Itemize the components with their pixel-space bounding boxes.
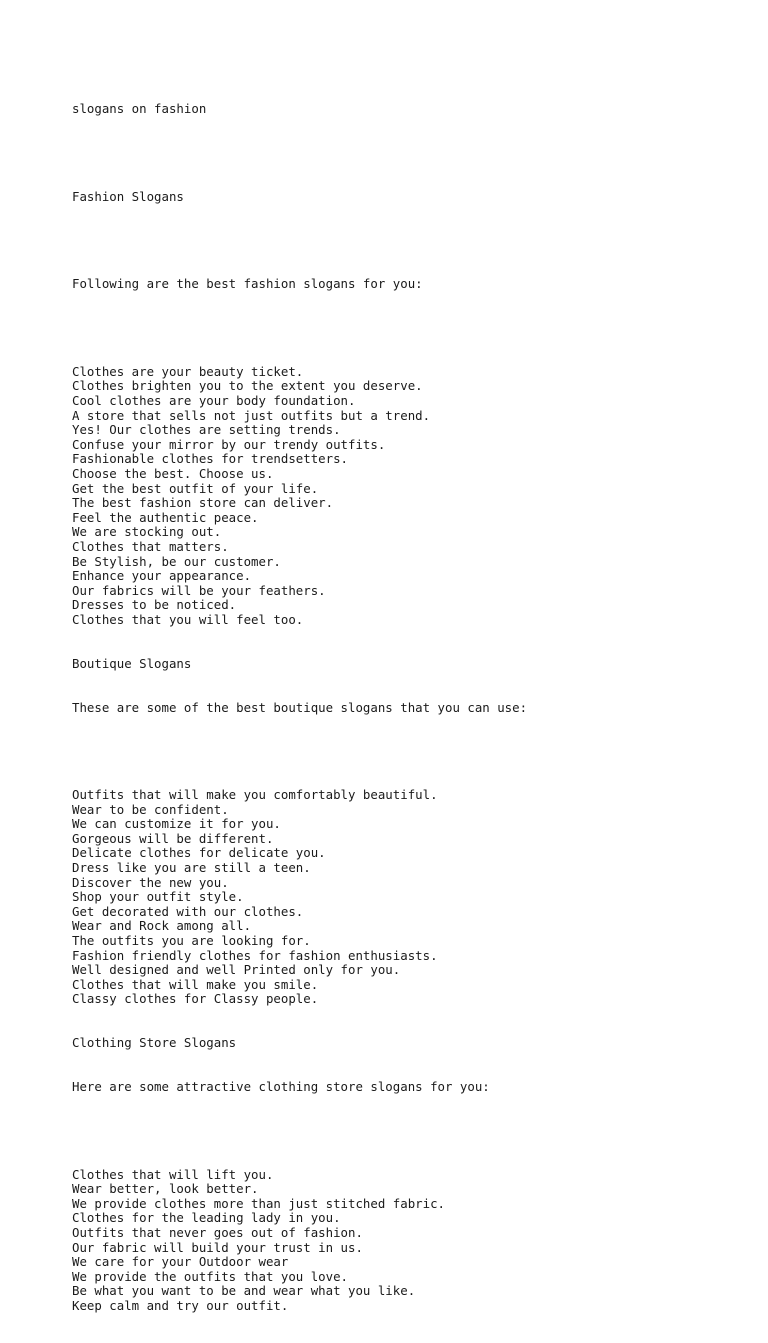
slogan-line: Wear and Rock among all. [72,918,252,934]
boutique-slogan-list [72,788,752,1007]
slogan-line: Yes! Our clothes are setting trends. [72,422,341,438]
slogan-line: Clothes that will make you smile. [72,976,319,992]
slogan-line: Be what you want to be and wear what you like. [72,1283,416,1299]
slogan-line: Clothes that you will feel too. [72,611,304,627]
slogan-line: We can customize it for you. [72,816,281,832]
spacer [72,146,752,161]
boutique-intro-text: These are some of the best boutique slogans that you can use: [72,699,528,715]
slogan-line: Be Stylish, be our customer. [72,553,281,569]
slogan-line: Clothes that will lift you. [72,1166,274,1182]
slogan-line: We provide the outfits that you love. [72,1268,349,1284]
slogan-line: Cool clothes are your body foundation. [72,393,356,409]
store-slogan-list [72,1168,752,1314]
slogan-line: Outfits that will make you comfortably beautiful. [72,787,438,803]
slogan-line: Confuse your mirror by our trendy outfits. [72,436,386,452]
spacer [72,1124,752,1139]
slogan-line: Clothes for the leading lady in you. [72,1210,341,1226]
slogan-line: We provide clothes more than just stitched fabric. [72,1195,445,1211]
slogan-line: Clothes are your beauty ticket. [72,363,304,379]
intro-text: Following are the best fashion slogans for you: [72,276,423,292]
fashion-slogan-list [72,365,752,628]
slogan-line: Classy clothes for Classy people. [72,991,319,1007]
slogan-line: The outfits you are looking for. [72,933,311,949]
slogan-line: Get decorated with our clothes. [72,903,304,919]
slogan-line: The best fashion store can deliver. [72,495,334,511]
slogan-line: Our fabric will build your trust in us. [72,1239,363,1255]
section-heading-store: Clothing Store Slogans [72,1035,237,1051]
slogan-line: Fashion friendly clothes for fashion enthusiasts. [72,947,438,963]
slogan-line: Delicate clothes for delicate you. [72,845,326,861]
slogan-line: Clothes brighten you to the extent you deserve. [72,378,423,394]
spacer [72,234,752,249]
slogan-line: Enhance your appearance. [72,568,252,584]
section-heading-boutique: Boutique Slogans [72,655,192,671]
slogan-line: Dresses to be noticed. [72,597,237,613]
slogan-line: Gorgeous will be different. [72,830,274,846]
slogan-line: Our fabrics will be your feathers. [72,582,326,598]
slogan-line: A store that sells not just outfits but a trend. [72,407,431,423]
section-heading-fashion: Fashion Slogans [72,188,184,204]
slogan-line: We care for your Outdoor wear [72,1254,289,1270]
spacer [72,321,752,336]
slogan-line: Outfits that never goes out of fashion. [72,1224,363,1240]
slogan-line: Clothes that matters. [72,539,229,554]
slogan-line: Get the best outfit of your life. [72,480,319,496]
slogan-line: Feel the authentic peace. [72,509,259,525]
slogan-line: Keep calm and try our outfit. [72,1297,289,1313]
document-title: slogans on fashion [72,101,207,117]
slogan-line: Wear better, look better. [72,1181,259,1197]
slogan-line: Fashionable clothes for trendsetters. [72,451,349,467]
document-body [72,73,752,1343]
slogan-line: Well designed and well Printed only for you. [72,962,401,978]
slogan-line: Dress like you are still a teen. [72,860,311,876]
slogan-line: Choose the best. Choose us. [72,466,274,482]
store-intro-text: Here are some attractive clothing store slogans for you: [72,1078,490,1094]
slogan-line: Wear to be confident. [72,801,229,817]
slogan-line: We are stocking out. [72,524,222,540]
spacer [72,744,752,759]
slogan-line: Discover the new you. [72,874,229,890]
slogan-line: Shop your outfit style. [72,889,244,905]
